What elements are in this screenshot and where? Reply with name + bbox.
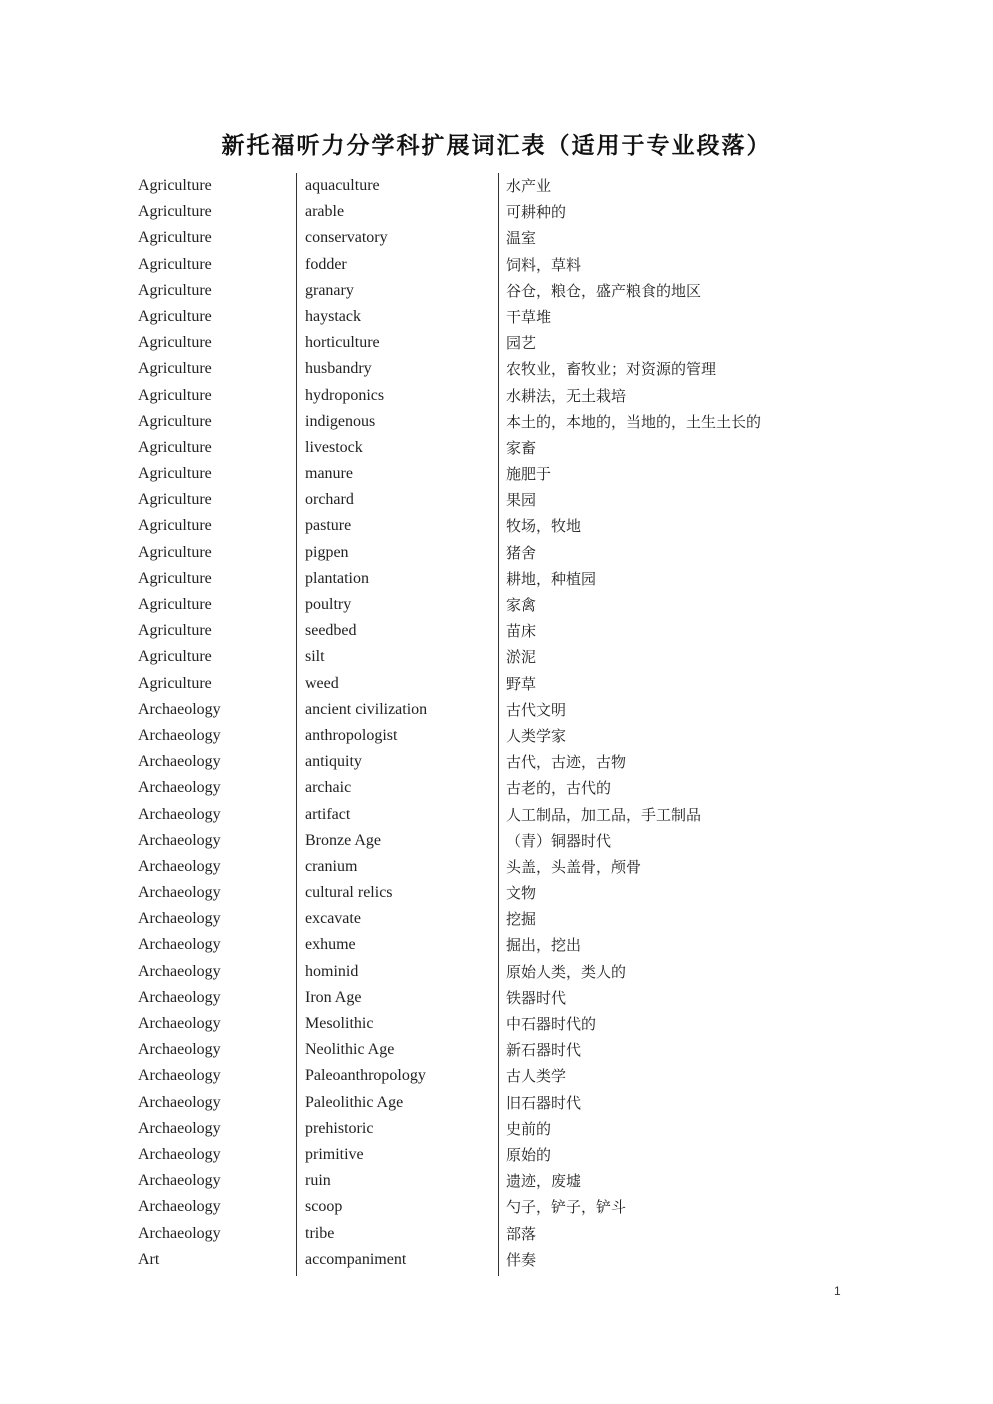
word-cell: poultry <box>305 596 352 613</box>
meaning-cell: 勺子，铲子，铲斗 <box>506 1198 627 1217</box>
word-cell: horticulture <box>305 334 380 352</box>
meaning-cell: 史前的 <box>506 1119 552 1138</box>
table-row <box>128 409 848 435</box>
subject-cell: Agriculture <box>138 386 212 404</box>
table-row <box>128 775 848 801</box>
meaning-cell: 可耕种的 <box>506 203 567 222</box>
table-row <box>128 1194 848 1220</box>
table-row <box>128 644 848 670</box>
table-row <box>128 828 848 854</box>
word-cell: pasture <box>305 517 352 535</box>
table-row <box>128 1011 848 1037</box>
meaning-cell: 淤泥 <box>506 648 537 667</box>
word-cell: conservatory <box>305 229 388 247</box>
table-row <box>128 1037 848 1063</box>
meaning-cell: 古代文明 <box>506 700 567 719</box>
vocabulary-table <box>128 173 848 1273</box>
word-cell: accompaniment <box>305 1250 407 1268</box>
meaning-cell: 水产业 <box>506 177 552 195</box>
meaning-cell: 铁器时代 <box>506 988 567 1007</box>
table-row <box>128 802 848 828</box>
table-row <box>128 513 848 539</box>
word-cell: Paleoanthropology <box>305 1067 426 1085</box>
meaning-cell: 水耕法，无土栽培 <box>506 386 627 405</box>
word-cell: prehistoric <box>305 1119 374 1137</box>
meaning-cell: 干草堆 <box>506 307 552 326</box>
table-row <box>128 461 848 487</box>
word-cell: pigpen <box>305 543 349 561</box>
table-row <box>128 278 848 304</box>
subject-cell: Agriculture <box>138 491 212 509</box>
word-cell: ruin <box>305 1172 331 1190</box>
meaning-cell: 原始人类，类人的 <box>506 962 627 981</box>
subject-cell: Archaeology <box>138 1172 221 1190</box>
table-row <box>128 1168 848 1194</box>
subject-cell: Agriculture <box>138 596 212 613</box>
subject-cell: Archaeology <box>138 1093 221 1111</box>
word-cell: artifact <box>305 805 351 823</box>
meaning-cell: 人工制品，加工品，手工制品 <box>506 805 702 824</box>
table-row <box>128 540 848 566</box>
table-row <box>128 697 848 723</box>
meaning-cell: 牧场，牧地 <box>506 517 582 536</box>
word-cell: indigenous <box>305 412 376 430</box>
meaning-cell: 本土的，本地的，当地的，土生土长的 <box>506 412 762 431</box>
table-row <box>128 985 848 1011</box>
word-cell: hominid <box>305 962 359 980</box>
table-row <box>128 435 848 461</box>
table-row <box>128 252 848 278</box>
subject-cell: Agriculture <box>138 517 212 535</box>
table-row <box>128 199 848 225</box>
table-row <box>128 723 848 749</box>
meaning-cell: 施肥于 <box>506 465 552 484</box>
subject-cell: Art <box>138 1250 160 1268</box>
subject-cell: Archaeology <box>138 726 221 744</box>
meaning-cell: 文物 <box>506 884 537 903</box>
subject-cell: Agriculture <box>138 177 212 194</box>
meaning-cell: 苗床 <box>506 622 537 641</box>
word-cell: archaic <box>305 779 352 797</box>
subject-cell: Archaeology <box>138 700 221 718</box>
table-row <box>128 1090 848 1116</box>
meaning-cell: 部落 <box>506 1224 537 1243</box>
word-cell: scoop <box>305 1198 343 1216</box>
meaning-cell: 伴奏 <box>506 1250 537 1269</box>
word-cell: Iron Age <box>305 988 362 1006</box>
meaning-cell: 猪舍 <box>506 543 537 562</box>
subject-cell: Archaeology <box>138 1041 221 1059</box>
table-row <box>128 932 848 958</box>
word-cell: arable <box>305 203 345 221</box>
subject-cell: Archaeology <box>138 962 221 980</box>
word-cell: ancient civilization <box>305 700 428 718</box>
table-row <box>128 854 848 880</box>
table-row <box>128 356 848 382</box>
meaning-cell: 温室 <box>506 229 537 248</box>
subject-cell: Archaeology <box>138 1198 221 1216</box>
table-row <box>128 671 848 697</box>
table-row <box>128 749 848 775</box>
subject-cell: Agriculture <box>138 648 212 666</box>
meaning-cell: 头盖，头盖骨，颅骨 <box>506 857 642 876</box>
word-cell: plantation <box>305 569 369 587</box>
meaning-cell: 谷仓，粮仓，盛产粮食的地区 <box>506 281 702 300</box>
table-row <box>128 1142 848 1168</box>
meaning-cell: 掘出，挖出 <box>506 936 582 955</box>
meaning-cell: 古代，古迹，古物 <box>506 753 627 772</box>
meaning-cell: 饲料，草料 <box>506 255 582 274</box>
subject-cell: Agriculture <box>138 281 212 299</box>
table-row <box>128 1247 848 1273</box>
subject-cell: Agriculture <box>138 674 212 692</box>
table-row <box>128 330 848 356</box>
table-row <box>128 618 848 644</box>
word-cell: tribe <box>305 1224 335 1242</box>
meaning-cell: 原始的 <box>506 1145 552 1164</box>
table-row <box>128 225 848 251</box>
table-row <box>128 959 848 985</box>
subject-cell: Archaeology <box>138 1145 221 1163</box>
word-cell: cultural relics <box>305 884 393 902</box>
subject-cell: Archaeology <box>138 884 221 902</box>
page-number: 1 <box>834 1284 841 1298</box>
word-cell: Bronze Age <box>305 831 381 849</box>
meaning-cell: 野草 <box>506 674 537 693</box>
word-cell: Mesolithic <box>305 1015 374 1032</box>
meaning-cell: 旧石器时代 <box>506 1093 582 1112</box>
subject-cell: Agriculture <box>138 360 212 378</box>
word-cell: livestock <box>305 438 363 456</box>
meaning-cell: 园艺 <box>506 334 537 353</box>
meaning-cell: 挖掘 <box>506 910 537 929</box>
table-row <box>128 906 848 932</box>
table-row <box>128 1221 848 1247</box>
word-cell: anthropologist <box>305 726 398 744</box>
subject-cell: Agriculture <box>138 334 212 352</box>
table-row <box>128 383 848 409</box>
subject-cell: Archaeology <box>138 805 221 823</box>
word-cell: excavate <box>305 910 361 928</box>
table-row <box>128 1116 848 1142</box>
word-cell: haystack <box>305 307 361 325</box>
word-cell: exhume <box>305 936 356 954</box>
word-cell: cranium <box>305 857 358 875</box>
subject-cell: Agriculture <box>138 229 212 247</box>
subject-cell: Archaeology <box>138 857 221 875</box>
word-cell: granary <box>305 281 354 299</box>
subject-cell: Agriculture <box>138 622 212 640</box>
meaning-cell: 古人类学 <box>506 1067 567 1086</box>
meaning-cell: （青）铜器时代 <box>506 831 612 850</box>
table-row <box>128 1063 848 1089</box>
subject-cell: Agriculture <box>138 569 212 587</box>
word-cell: primitive <box>305 1145 364 1163</box>
word-cell: seedbed <box>305 622 357 640</box>
table-row <box>128 592 848 618</box>
meaning-cell: 果园 <box>506 491 537 510</box>
subject-cell: Archaeology <box>138 936 221 954</box>
subject-cell: Archaeology <box>138 753 221 771</box>
word-cell: orchard <box>305 491 354 509</box>
subject-cell: Agriculture <box>138 255 212 273</box>
word-cell: aquaculture <box>305 177 380 194</box>
meaning-cell: 古老的，古代的 <box>506 779 612 798</box>
table-row <box>128 487 848 513</box>
subject-cell: Agriculture <box>138 412 212 430</box>
subject-cell: Archaeology <box>138 1067 221 1085</box>
word-cell: Paleolithic Age <box>305 1093 404 1111</box>
subject-cell: Archaeology <box>138 1015 221 1032</box>
word-cell: silt <box>305 648 325 666</box>
table-row <box>128 880 848 906</box>
subject-cell: Agriculture <box>138 203 212 221</box>
subject-cell: Archaeology <box>138 1224 221 1242</box>
subject-cell: Agriculture <box>138 465 212 483</box>
table-row <box>128 566 848 592</box>
word-cell: husbandry <box>305 360 372 378</box>
subject-cell: Archaeology <box>138 1119 221 1137</box>
subject-cell: Archaeology <box>138 910 221 928</box>
word-cell: antiquity <box>305 753 362 771</box>
subject-cell: Agriculture <box>138 438 212 456</box>
subject-cell: Agriculture <box>138 307 212 325</box>
meaning-cell: 家禽 <box>506 596 537 614</box>
word-cell: weed <box>305 674 339 692</box>
subject-cell: Agriculture <box>138 543 212 561</box>
word-cell: hydroponics <box>305 386 385 404</box>
subject-cell: Archaeology <box>138 831 221 849</box>
meaning-cell: 遗迹，废墟 <box>506 1172 582 1191</box>
page-title: 新托福听力分学科扩展词汇表（适用于专业段落） <box>221 132 772 159</box>
subject-cell: Archaeology <box>138 988 221 1006</box>
subject-cell: Archaeology <box>138 779 221 797</box>
meaning-cell: 中石器时代的 <box>506 1015 597 1033</box>
meaning-cell: 家畜 <box>506 438 537 457</box>
meaning-cell: 人类学家 <box>506 726 567 745</box>
word-cell: Neolithic Age <box>305 1041 395 1059</box>
table-row <box>128 304 848 330</box>
meaning-cell: 农牧业，畜牧业；对资源的管理 <box>506 360 717 379</box>
meaning-cell: 耕地，种植园 <box>506 569 597 588</box>
word-cell: fodder <box>305 255 347 273</box>
meaning-cell: 新石器时代 <box>506 1041 582 1060</box>
table-row <box>128 173 848 199</box>
word-cell: manure <box>305 465 353 483</box>
